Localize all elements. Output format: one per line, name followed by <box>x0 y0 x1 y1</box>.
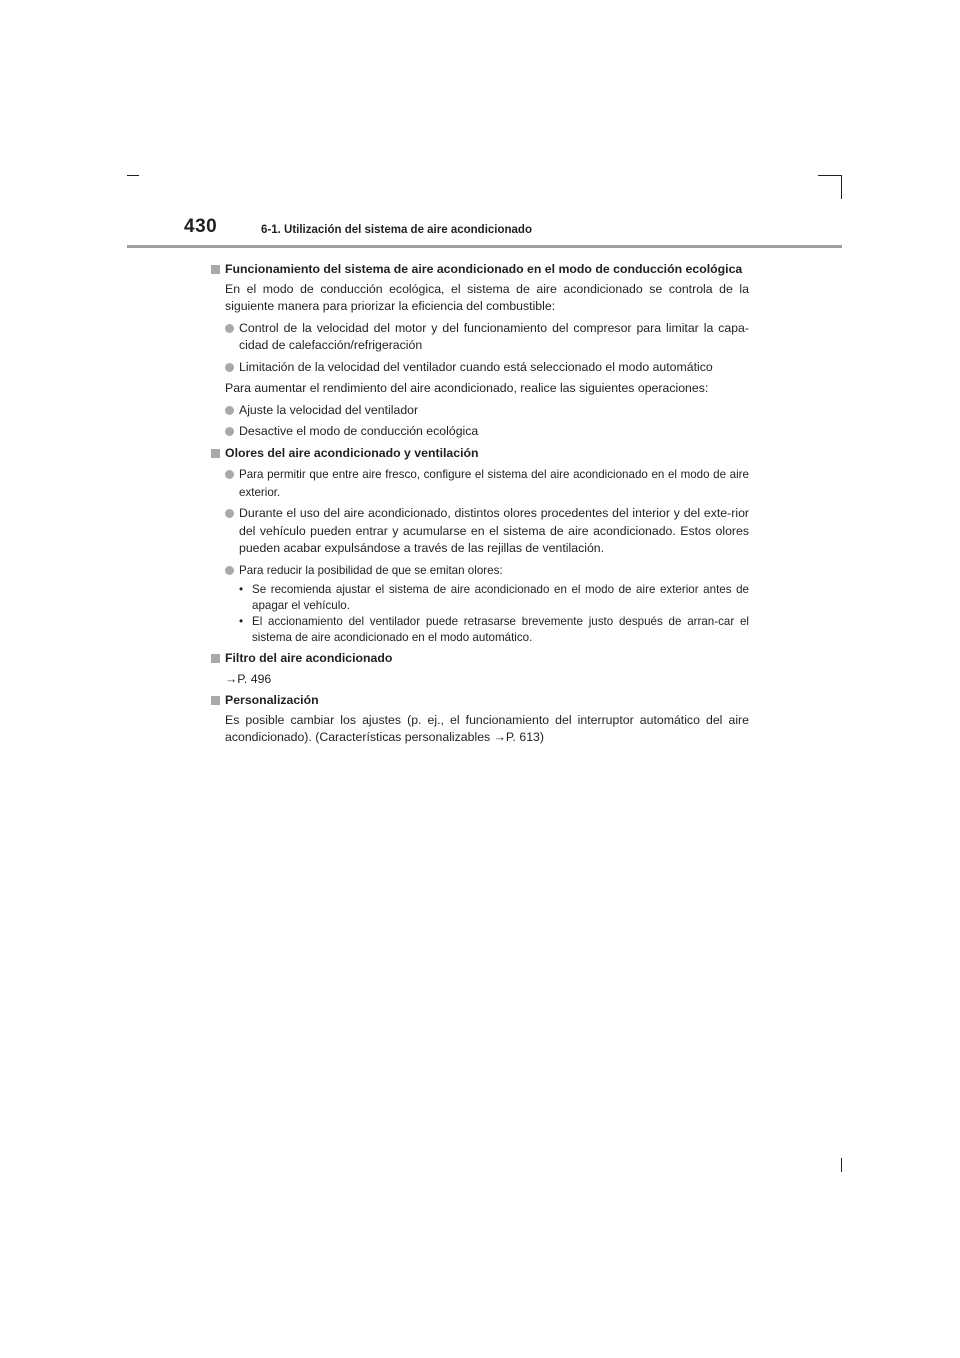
bullet-item: Para permitir que entre aire fresco, configure el sistema del aire acondicionado en el modo de aire exterior. <box>209 466 749 501</box>
sub-list-item: • El accionamiento del ventilador puede retrasarse brevemente justo después de arran-car el sistema de aire acondicionado en el modo automático. <box>209 614 749 646</box>
crop-mark-bottom-right <box>841 1158 842 1172</box>
heading-filter: Filtro del aire acondicionado <box>209 650 749 668</box>
bullet-item: Desactive el modo de conducción ecológica <box>209 423 749 441</box>
heading-customization: Personalización <box>209 692 749 710</box>
header-rule <box>127 245 842 248</box>
page-reference-link[interactable]: →P. 496 <box>225 671 272 686</box>
bullet-item: Ajuste la velocidad del ventilador <box>209 402 749 420</box>
crop-mark-top-left <box>127 175 139 176</box>
paragraph-eco-performance: Para aumentar el rendimiento del aire acondicionado, realice las siguientes operaciones: <box>225 381 709 395</box>
paragraph-eco-intro: En el modo de conducción ecológica, el sistema de aire acondicionado se controla de la siguiente manera para priorizar la eficiencia del combustible: <box>225 281 749 313</box>
heading-eco-mode: Funcionamiento del sistema de aire acondicionado en el modo de conducción ecológica <box>209 261 749 279</box>
paragraph-customization: Es posible cambiar los ajustes (p. ej., el funcionamiento del interruptor automático del aire acondicionado). (Características personalizables →P. 613) <box>225 712 749 744</box>
sub-list-item: • Se recomienda ajustar el sistema de aire acondicionado en el modo de aire exterior antes de apagar el vehículo. <box>209 582 749 614</box>
bullet-item: Para reducir la posibilidad de que se emitan olores: <box>209 562 749 580</box>
bullet-item: Durante el uso del aire acondicionado, distintos olores procedentes del interior y del exte-rior del vehículo pueden entrar y acumularse en el sistema de aire acondicionado. Estos olores pueden acabar expulsándose a través de las rejillas de ventilación. <box>209 505 749 558</box>
page-number: 430 <box>184 216 218 237</box>
bullet-item: Control de la velocidad del motor y del funcionamiento del compresor para limitar la capa-cidad de calefacción/refrigeración <box>209 320 749 355</box>
section-title: 6-1. Utilización del sistema de aire acondicionado <box>261 224 532 236</box>
crop-mark-top-right-v <box>841 175 842 199</box>
crop-mark-top-right-h <box>818 175 842 176</box>
page-content <box>209 257 749 747</box>
heading-odors: Olores del aire acondicionado y ventilación <box>209 445 749 463</box>
bullet-item: Limitación de la velocidad del ventilador cuando está seleccionado el modo automático <box>209 359 749 377</box>
